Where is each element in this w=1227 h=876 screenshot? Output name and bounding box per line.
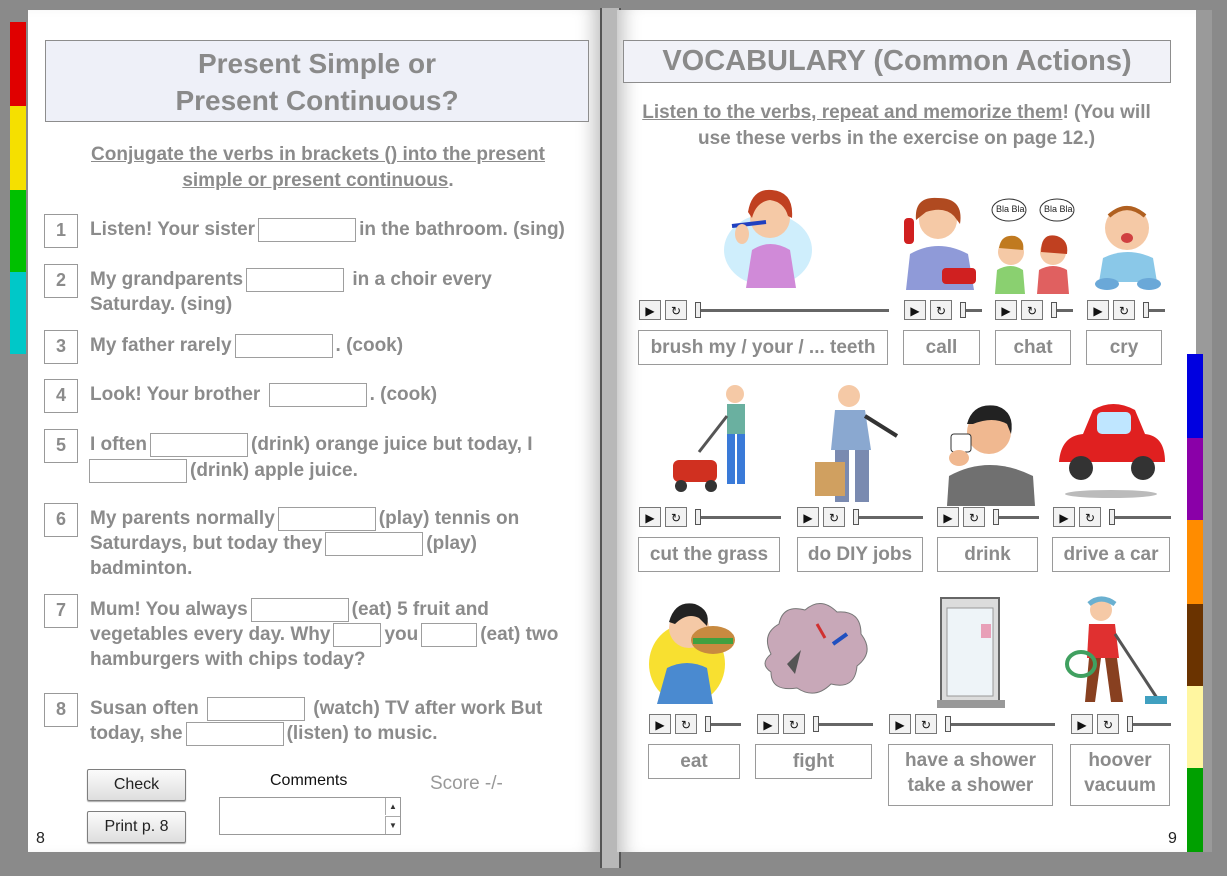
audio-player[interactable]	[649, 714, 741, 734]
answer-input[interactable]	[235, 334, 333, 358]
print-button[interactable]: Print p. 8	[87, 811, 186, 843]
question-5	[28, 429, 588, 484]
answer-input[interactable]	[278, 507, 376, 531]
tab-dark-green[interactable]	[1187, 768, 1203, 852]
audio-progress-bar[interactable]	[1129, 723, 1171, 726]
play-icon[interactable]: ▶	[889, 714, 911, 734]
question-text: My father rarely	[90, 335, 232, 356]
instruction-end: .	[448, 170, 454, 191]
toolbox-worker-icon	[805, 380, 911, 508]
lawn-mower-icon	[669, 380, 759, 500]
audio-progress-bar[interactable]	[855, 516, 923, 519]
audio-player[interactable]	[904, 300, 984, 320]
question-text: in the bathroom. (sing)	[359, 219, 565, 240]
question-number: 2	[44, 264, 78, 298]
instruction-text: use these verbs in the exercise on page 12.)	[697, 128, 1096, 149]
audio-player[interactable]	[639, 507, 781, 527]
question-1	[28, 214, 588, 254]
right-page	[617, 10, 1196, 852]
question-text: Susan often	[90, 698, 199, 719]
answer-input[interactable]	[325, 532, 423, 556]
question-text: My parents normally	[90, 508, 275, 529]
audio-slider-handle[interactable]	[1109, 509, 1115, 525]
audio-slider-handle[interactable]	[1051, 302, 1057, 318]
answer-input[interactable]	[269, 383, 367, 407]
question-text: . (cook)	[369, 384, 438, 405]
play-icon[interactable]: ▶	[1071, 714, 1093, 734]
replay-icon[interactable]: ↻	[665, 507, 687, 527]
audio-player[interactable]	[889, 714, 1055, 734]
audio-progress-bar[interactable]	[707, 723, 741, 726]
replay-icon[interactable]: ↻	[930, 300, 952, 320]
audio-player[interactable]	[639, 300, 891, 320]
question-text: today, she	[90, 723, 183, 744]
play-icon[interactable]: ▶	[649, 714, 671, 734]
audio-progress-bar[interactable]	[815, 723, 873, 726]
replay-icon[interactable]: ↻	[963, 507, 985, 527]
play-icon[interactable]: ▶	[995, 300, 1017, 320]
replay-icon[interactable]: ↻	[1021, 300, 1043, 320]
question-text: My grandparents	[90, 269, 244, 290]
question-text: (play)	[426, 533, 477, 554]
question-text: Look! Your brother	[90, 384, 261, 405]
answer-input[interactable]	[186, 722, 284, 746]
answer-input[interactable]	[207, 697, 305, 721]
replay-icon[interactable]: ↻	[915, 714, 937, 734]
tab-cyan[interactable]	[10, 272, 26, 354]
word-label[interactable]: brush my / your / ... teeth	[638, 330, 888, 365]
audio-progress-bar[interactable]	[995, 516, 1039, 519]
replay-icon[interactable]: ↻	[1079, 507, 1101, 527]
audio-slider-handle[interactable]	[853, 509, 859, 525]
question-number: 7	[44, 594, 78, 628]
tab-orange[interactable]	[1187, 520, 1203, 604]
vacuum-cleaner-icon	[1065, 594, 1171, 710]
instruction-text: ! (You will	[1062, 102, 1151, 123]
vocabulary-instruction	[617, 100, 1176, 152]
word-label-line: have a shower	[905, 750, 1036, 771]
word-label[interactable]: do DIY jobs	[797, 537, 923, 572]
answer-input[interactable]	[251, 598, 349, 622]
instruction-line-2[interactable]: simple or present continuous	[182, 170, 449, 191]
word-label-line: vacuum	[1084, 775, 1156, 796]
answer-input[interactable]	[150, 433, 248, 457]
audio-progress-bar[interactable]	[947, 723, 1055, 726]
audio-slider-handle[interactable]	[1127, 716, 1133, 732]
page-number: 8	[36, 830, 45, 847]
comments-label: Comments	[270, 772, 348, 789]
comments-textarea[interactable]	[219, 797, 401, 835]
word-label[interactable]: cry	[1086, 330, 1162, 365]
word-label-line: hoover	[1088, 750, 1152, 771]
question-text: hamburgers with chips today?	[90, 649, 366, 670]
play-icon[interactable]: ▶	[639, 300, 661, 320]
audio-slider-handle[interactable]	[1143, 302, 1149, 318]
tab-brown[interactable]	[1187, 604, 1203, 686]
question-text: Mum! You always	[90, 599, 248, 620]
question-text: (drink) orange juice but today, I	[251, 434, 533, 455]
audio-player[interactable]	[937, 507, 1039, 527]
question-text: vegetables every day. Why	[90, 624, 331, 645]
word-label-multi[interactable]	[1070, 744, 1170, 806]
word-label[interactable]: fight	[755, 744, 872, 779]
tab-light-yellow[interactable]	[1187, 686, 1203, 768]
vocabulary-title: VOCABULARY (Common Actions)	[623, 40, 1171, 83]
question-text: . (cook)	[335, 335, 404, 356]
question-8	[28, 693, 588, 748]
play-icon[interactable]: ▶	[904, 300, 926, 320]
play-icon[interactable]: ▶	[639, 507, 661, 527]
answer-input[interactable]	[421, 623, 477, 647]
replay-icon[interactable]: ↻	[823, 507, 845, 527]
tab-blue[interactable]	[1187, 354, 1203, 438]
drinking-man-icon	[937, 394, 1039, 506]
scroll-down-icon[interactable]: ▼	[385, 816, 400, 834]
audio-player[interactable]	[1087, 300, 1167, 320]
question-text: you	[384, 624, 419, 645]
question-text: (eat) two	[480, 624, 559, 645]
question-6	[28, 503, 588, 583]
instruction-link[interactable]: Listen to the verbs, repeat and memorize them	[642, 102, 1063, 123]
instruction-line-1[interactable]: Conjugate the verbs in brackets () into the present	[91, 144, 545, 165]
question-text: (drink) apple juice.	[190, 460, 358, 481]
eating-burger-icon	[647, 594, 741, 706]
audio-progress-bar[interactable]	[1111, 516, 1171, 519]
audio-player[interactable]	[797, 507, 923, 527]
scroll-up-icon[interactable]: ▲	[385, 798, 400, 815]
audio-player[interactable]	[1071, 714, 1171, 734]
title-line-1: Present Simple or	[197, 48, 437, 79]
question-text: Saturday. (sing)	[90, 294, 233, 315]
word-label[interactable]: chat	[995, 330, 1071, 365]
page-number: 9	[1168, 830, 1177, 847]
answer-input[interactable]	[89, 459, 187, 483]
question-number: 1	[44, 214, 78, 248]
phone-call-icon	[896, 190, 981, 290]
question-number: 5	[44, 429, 78, 463]
question-number: 3	[44, 330, 78, 364]
speech-bubble-text: Bla Bla	[996, 204, 1025, 214]
word-label[interactable]: drive a car	[1052, 537, 1170, 572]
tab-purple[interactable]	[1187, 438, 1203, 520]
play-icon[interactable]: ▶	[1053, 507, 1075, 527]
answer-input[interactable]	[246, 268, 344, 292]
tab-yellow[interactable]	[10, 106, 26, 190]
question-text: badminton.	[90, 558, 193, 579]
question-text: in a choir every	[352, 269, 492, 290]
crying-baby-icon	[1087, 192, 1169, 292]
answer-input[interactable]	[258, 218, 356, 242]
score-label: Score -/-	[430, 773, 503, 794]
question-text: (eat) 5 fruit and	[351, 599, 489, 620]
page-title	[45, 40, 589, 122]
shower-cabin-icon	[937, 594, 1005, 710]
brushing-teeth-icon	[722, 180, 814, 290]
answer-input[interactable]	[333, 623, 381, 647]
word-label-line: take a shower	[907, 775, 1034, 796]
question-text: Saturdays, but today they	[90, 533, 323, 554]
audio-progress-bar[interactable]	[697, 309, 889, 312]
question-7	[28, 594, 588, 674]
replay-icon[interactable]: ↻	[1097, 714, 1119, 734]
instruction	[48, 142, 588, 194]
word-label-multi[interactable]	[888, 744, 1053, 806]
audio-slider-handle[interactable]	[993, 509, 999, 525]
question-text: (play) tennis on	[378, 508, 520, 529]
speech-bubble-text: Bla Bla	[1044, 204, 1073, 214]
word-label[interactable]: drink	[937, 537, 1038, 572]
question-number: 6	[44, 503, 78, 537]
question-text: I often	[90, 434, 147, 455]
left-page	[28, 10, 600, 852]
play-icon[interactable]: ▶	[797, 507, 819, 527]
red-car-icon	[1053, 390, 1173, 500]
play-icon[interactable]: ▶	[937, 507, 959, 527]
play-icon[interactable]: ▶	[1087, 300, 1109, 320]
audio-slider-handle[interactable]	[960, 302, 966, 318]
audio-slider-handle[interactable]	[695, 302, 701, 318]
replay-icon[interactable]: ↻	[665, 300, 687, 320]
audio-slider-handle[interactable]	[705, 716, 711, 732]
question-3	[28, 330, 588, 370]
chatting-people-icon	[987, 194, 1081, 294]
audio-slider-handle[interactable]	[813, 716, 819, 732]
word-label[interactable]: call	[903, 330, 980, 365]
audio-progress-bar[interactable]	[697, 516, 781, 519]
fight-cloud-icon	[757, 594, 875, 706]
question-2	[28, 264, 588, 319]
question-text: (watch) TV after work But	[313, 698, 543, 719]
check-button[interactable]: Check	[87, 769, 186, 801]
audio-slider-handle[interactable]	[945, 716, 951, 732]
replay-icon[interactable]: ↻	[1113, 300, 1135, 320]
tab-green[interactable]	[10, 190, 26, 272]
audio-player[interactable]	[995, 300, 1075, 320]
audio-player[interactable]	[1053, 507, 1171, 527]
replay-icon[interactable]: ↻	[783, 714, 805, 734]
question-4	[28, 379, 588, 419]
word-label[interactable]: eat	[648, 744, 740, 779]
question-text: Listen! Your sister	[90, 219, 256, 240]
audio-slider-handle[interactable]	[695, 509, 701, 525]
title-line-2: Present Continuous?	[175, 85, 459, 116]
question-text: (listen) to music.	[286, 723, 438, 744]
audio-player[interactable]	[757, 714, 873, 734]
question-number: 4	[44, 379, 78, 413]
replay-icon[interactable]: ↻	[675, 714, 697, 734]
play-icon[interactable]: ▶	[757, 714, 779, 734]
word-label[interactable]: cut the grass	[638, 537, 780, 572]
question-number: 8	[44, 693, 78, 727]
tab-red[interactable]	[10, 22, 26, 106]
